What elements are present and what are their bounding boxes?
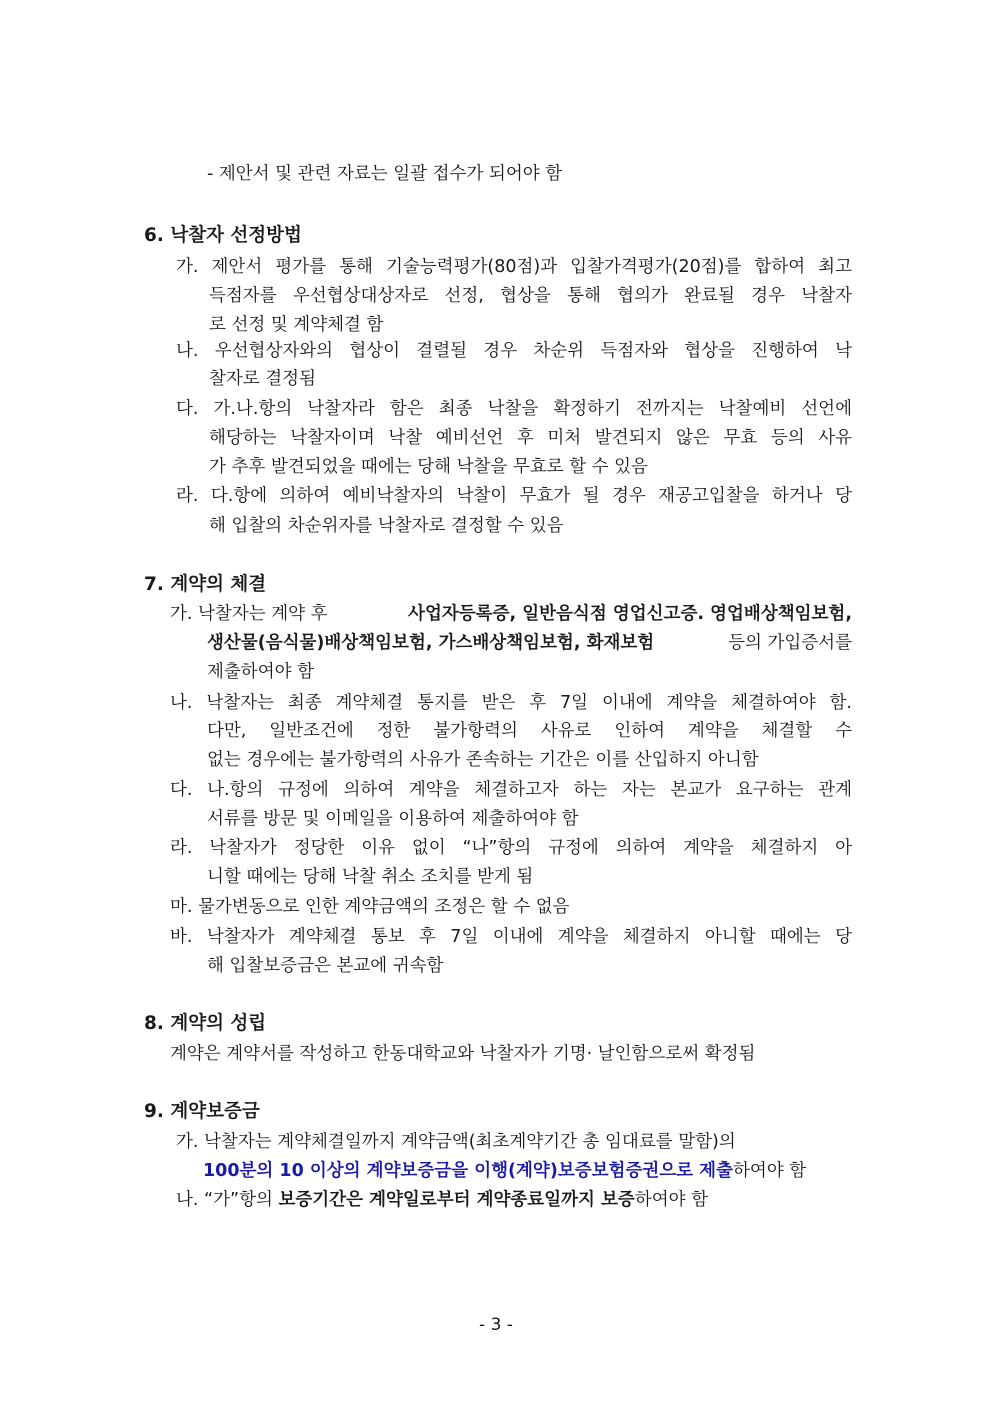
section-9-title: 9. 계약보증금 [144, 1101, 260, 1122]
s9-item-a-tail: 하여야 함 [732, 1161, 807, 1181]
s7-item-e-line1: 마. 물가변동으로 인한 계약금액의 조정은 할 수 없음 [170, 897, 570, 917]
s9-item-a-line2 [203, 1158, 806, 1184]
s6-item-a-line2: 득점자를 우선협상대상자로 선정, 협상을 통해 협의가 완료될 경우 낙찰자 [209, 286, 852, 306]
s6-item-c-line1: 다. 가.나.항의 낙찰자라 함은 최종 낙찰을 확정하기 전까지는 낙찰예비 선언에 [176, 399, 852, 419]
s6-item-a-line3: 로 선정 및 계약체결 함 [209, 315, 384, 335]
s6-item-d-line1: 라. 다.항에 의하여 예비낙찰자의 낙찰이 무효가 될 경우 재공고입찰을 하거나 당 [176, 486, 852, 506]
s7-item-a-line3: 제출하여야 함 [207, 662, 314, 682]
s7-item-a-tail: 등의 가입증서를 [728, 633, 852, 653]
s7-item-f-line2: 해 입찰보증금은 본교에 귀속함 [207, 956, 444, 976]
section-6-title: 6. 낙찰자 선정방법 [144, 225, 302, 246]
s7-item-a-line2 [207, 630, 852, 656]
s9-guarantee-period: 보증기간은 계약일로부터 계약종료일까지 보증 [278, 1190, 635, 1210]
s7-item-d-line1: 라. 낙찰자가 정당한 이유 없이 “나”항의 규정에 의하여 계약을 체결하지 아 [170, 838, 852, 858]
s7-item-a-line1 [170, 601, 852, 627]
s7-item-b-line3: 없는 경우에는 불가항력의 사유가 존속하는 기간은 이를 산입하지 아니함 [207, 750, 759, 770]
s8-body: 계약은 계약서를 작성하고 한동대학교와 낙찰자가 기명· 날인함으로써 확정됨 [170, 1044, 756, 1064]
page-number: - 3 - [479, 1315, 513, 1335]
s7-item-c-line1: 다. 나.항의 규정에 의하여 계약을 체결하고자 하는 자는 본교가 요구하는 관계 [170, 780, 852, 800]
s7-item-a-required-docs: 사업자등록증, 일반음식점 영업신고증. 영업배상책임보험, [408, 604, 852, 624]
s9-deposit-requirement: 100분의 10 이상의 계약보증금을 이행(계약)보증보험증권으로 제출 [203, 1161, 733, 1181]
top-note: - 제안서 및 관련 자료는 일괄 접수가 되어야 함 [207, 164, 563, 184]
s6-item-b-line1: 나. 우선협상자와의 협상이 결렬될 경우 차순위 득점자와 협상을 진행하여 낙 [176, 341, 852, 361]
s6-item-d-line2: 해 입찰의 차순위자를 낙찰자로 결정할 수 있음 [209, 516, 564, 536]
section-7-title: 7. 계약의 체결 [144, 574, 267, 595]
s7-item-a-insurance: 생산물(음식물)배상책임보험, 가스배상책임보험, 화재보험 [207, 633, 655, 653]
s6-item-c-line3: 가 추후 발견되었을 때에는 당해 낙찰을 무효로 할 수 있음 [209, 457, 648, 477]
s6-item-c-line2: 해당하는 낙찰자이며 낙찰 예비선언 후 미처 발견되지 않은 무효 등의 사유 [209, 428, 852, 448]
s9-item-b-tail: 하여야 함 [634, 1190, 709, 1210]
section-8-title: 8. 계약의 성립 [144, 1013, 267, 1034]
s7-item-b-line1: 나. 낙찰자는 최종 계약체결 통지를 받은 후 7일 이내에 계약을 체결하여야 함. [170, 693, 852, 713]
s7-item-c-line2: 서류를 방문 및 이메일을 이용하여 제출하여야 함 [207, 809, 579, 829]
s9-item-a-line1: 가. 낙찰자는 계약체결일까지 계약금액(최초계약기간 총 임대료를 말함)의 [176, 1132, 736, 1152]
s9-item-b-prefix: 나. “가”항의 [176, 1190, 279, 1210]
s7-item-b-line2: 다만, 일반조건에 정한 불가항력의 사유로 인하여 계약을 체결할 수 [207, 721, 852, 741]
s7-item-d-line2: 니할 때에는 당해 낙찰 취소 조치를 받게 됨 [207, 867, 534, 887]
s7-item-f-line1: 바. 낙찰자가 계약체결 통보 후 7일 이내에 계약을 체결하지 아니할 때에는 당 [170, 927, 852, 947]
s6-item-a-line1: 가. 제안서 평가를 통해 기술능력평가(80점)과 입찰가격평가(20점)를 합하여 최고 [176, 257, 852, 277]
s6-item-b-line2: 찰자로 결정됨 [209, 369, 316, 389]
s7-item-a-prefix: 가. 낙찰자는 계약 후 [170, 604, 334, 624]
s9-item-b-line1 [176, 1187, 708, 1213]
